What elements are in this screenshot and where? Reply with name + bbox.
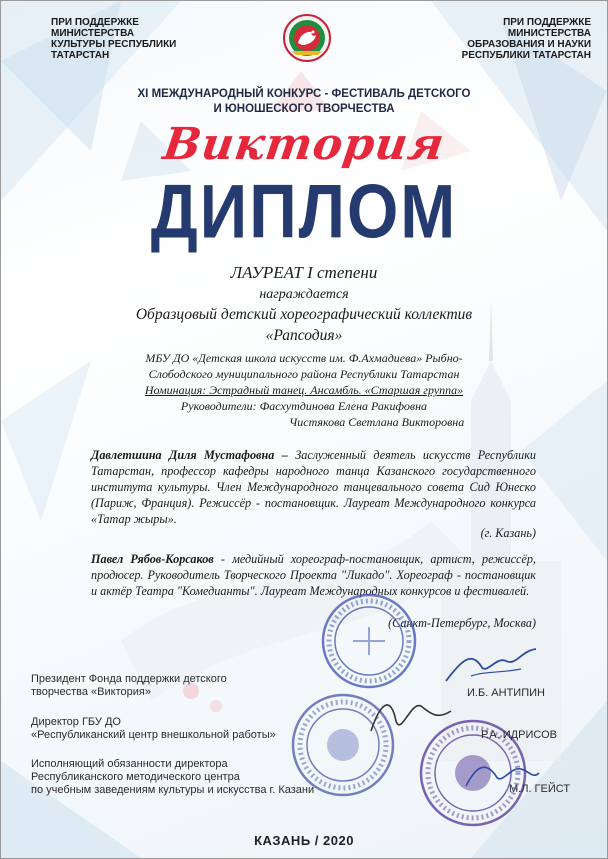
signer-name-3: М.Л. ГЕЙСТ xyxy=(509,783,571,795)
victoria-stamp-icon xyxy=(319,591,419,691)
signer-name-1: И.Б. АНТИПИН xyxy=(467,687,545,699)
jury-name-2: Павел Рябов-Корсаков xyxy=(91,552,214,566)
jury-bio-1: Заслуженный деятель искусств Республики Татарстан, профессор кафедры народного танца Казанского государственного института культуры. Член Международного танцевального совета Сид Юнеско (Париж, Франция). Режиссёр - постановщик. Лауреат Международного конкурса «Татар жыры». xyxy=(91,448,536,526)
awarded-text: награждается xyxy=(259,287,349,302)
institution-line2: Слободского муниципального района Республики Татарстан xyxy=(148,367,460,381)
collective-name: «Рапсодия» xyxy=(265,327,343,344)
signer-name-2: Р.А. ИДРИСОВ xyxy=(481,729,557,741)
nomination: Номинация: Эстрадный танец. Ансамбль. «Старшая группа» xyxy=(144,383,464,397)
jury-city-1: (г. Казань) xyxy=(480,526,536,540)
jury-member-1 xyxy=(91,447,536,527)
footer-city-year: КАЗАНЬ / 2020 xyxy=(254,833,354,848)
contest-title-line1: XI МЕЖДУНАРОДНЫЙ КОНКУРС - ФЕСТИВАЛЬ ДЕТСКОГО xyxy=(137,88,471,100)
leaders-line1: Руководители: Фасхутдинова Елена Ракифовна xyxy=(180,399,428,413)
jury-city-2: (Санкт-Петербург, Москва) xyxy=(388,616,536,630)
left-support-org: ПРИ ПОДДЕРЖКЕ МИНИСТЕРСТВА КУЛЬТУРЫ РЕСПУБЛИКИ ТАТАРСТАН xyxy=(51,17,177,61)
right-support-org: ПРИ ПОДДЕРЖКЕ МИНИСТЕРСТВА ОБРАЗОВАНИЯ И НАУКИ РЕСПУБЛИКИ ТАТАРСТАН xyxy=(461,17,591,61)
collective-type: Образцовый детский хореографический коллектив xyxy=(135,306,473,323)
tatarstan-emblem-icon xyxy=(282,13,332,63)
diploma-title: ДИПЛОМ xyxy=(150,168,458,254)
contest-title-line2: И ЮНОШЕСКОГО ТВОРЧЕСТВА xyxy=(213,103,395,115)
jury-member-2 xyxy=(91,551,536,599)
signer-role-3: Исполняющий обязанности директора Республиканского методического центра по учебным заведениям культуры и искусства г. Казани xyxy=(31,758,315,796)
signer-role-1: Президент Фонда поддержки детского творчества «Виктория» xyxy=(31,673,227,698)
institution-line1: МБУ ДО «Детская школа искусств им. Ф.Ахмадиева» Рыбно- xyxy=(145,351,463,365)
degree-text: ЛАУРЕАТ I степени xyxy=(230,263,378,282)
signer-role-2: Директор ГБУ ДО «Республиканский центр внешкольной работы» xyxy=(31,716,276,741)
brand-name: Виктория xyxy=(160,119,448,170)
antipin-signature-icon xyxy=(441,641,541,691)
jury-bio-2: - медийный хореограф-постановщик, артист, режиссёр, продюсер. Руководитель Творческого Проекта "Ликадо". Хореограф - постановщик и актёр Театра "Комедианты". Лауреат Международных конкурсов и фестивалей. xyxy=(91,552,536,598)
idrisov-signature-icon xyxy=(366,691,456,741)
jury-name-1: Давлетшина Диля Мустафовна – xyxy=(91,448,288,462)
leaders-line2: Чистякова Светлана Викторовна xyxy=(289,415,465,429)
